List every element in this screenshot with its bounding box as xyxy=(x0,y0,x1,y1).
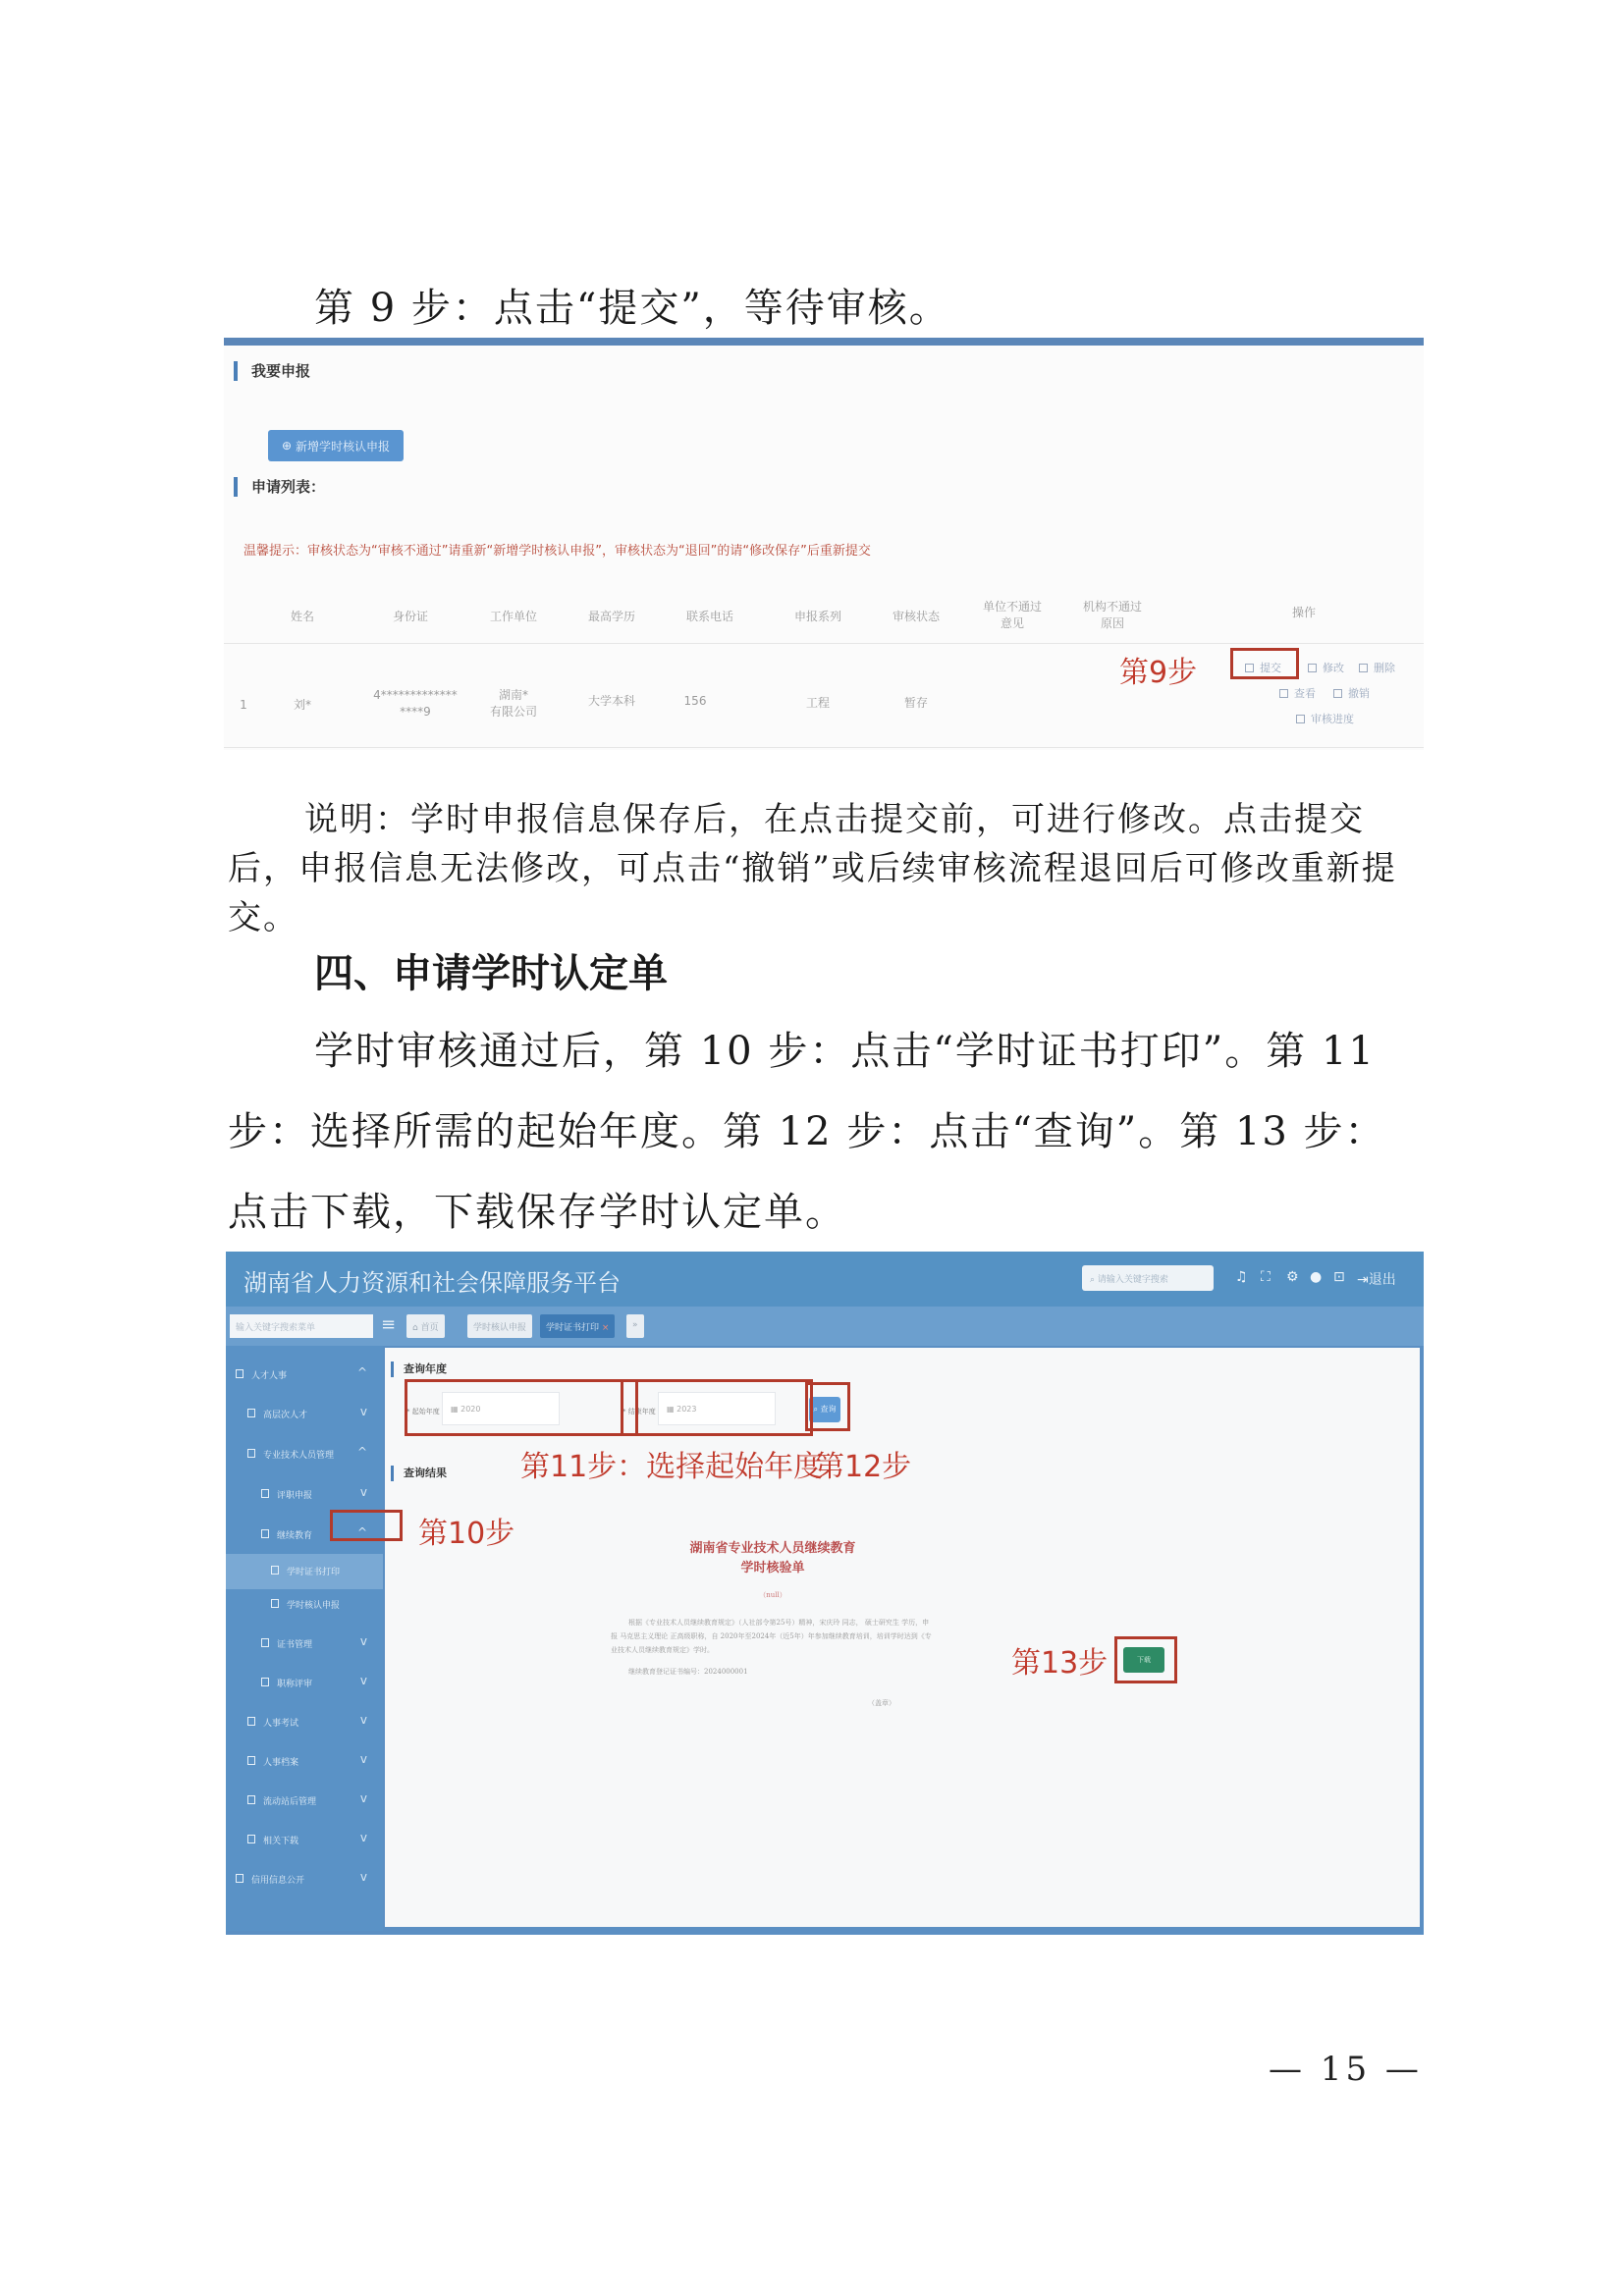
delete-link[interactable]: 删除 xyxy=(1359,660,1395,675)
top-bar xyxy=(226,1252,1424,1307)
logout-button[interactable]: ⇥退出 xyxy=(1357,1272,1396,1288)
progress-icon xyxy=(1296,715,1305,723)
col-series: 申报系列 xyxy=(793,610,841,623)
sidebar-item[interactable]: 职称评审 v xyxy=(226,1666,383,1701)
page-number: — 15 — xyxy=(1269,2050,1423,2089)
lock-icon[interactable]: ⊡ xyxy=(1333,1269,1345,1285)
step11-label: 第11步：选择起始年度 xyxy=(520,1450,824,1484)
highlight-end-year xyxy=(621,1379,813,1436)
settings-icon[interactable]: ⚙ xyxy=(1286,1269,1299,1285)
end-year-label: * 结束年度 xyxy=(622,1408,656,1415)
review-progress-link[interactable]: 审核进度 xyxy=(1296,711,1354,726)
sidebar-item[interactable]: 高层次人才 v xyxy=(226,1397,383,1432)
sidebar-item[interactable]: 专业技术人员管理 ^ xyxy=(226,1437,383,1472)
cell-phone: 156 xyxy=(683,694,707,708)
highlight-certificate-print xyxy=(330,1510,403,1541)
tab-more-button[interactable]: » xyxy=(626,1314,644,1338)
nav-bar xyxy=(226,1307,1424,1346)
app-title: 湖南省人力资源和社会保障服务平台 xyxy=(243,1269,621,1297)
submit-link[interactable]: 提交 xyxy=(1245,660,1281,675)
tab-home[interactable]: ⌂ 首页 xyxy=(406,1314,445,1338)
tab-certificate-print[interactable]: 学时证书打印 × xyxy=(540,1314,615,1338)
bell-icon[interactable]: ♫ xyxy=(1235,1269,1248,1285)
section4-heading: 四、申请学时认定单 xyxy=(314,951,668,996)
col-unit-reject: 单位不通过意见 xyxy=(982,600,1042,630)
tab-hours-report[interactable]: 学时核认申报 xyxy=(467,1314,532,1338)
start-year-input[interactable]: ▦ 2020 xyxy=(442,1392,560,1425)
view-icon xyxy=(1279,689,1288,698)
col-phone: 联系电话 xyxy=(685,610,733,623)
step9-heading: 第 9 步：点击“提交”，等待审核。 xyxy=(314,286,950,331)
cell-series: 工程 xyxy=(805,696,830,710)
section4-intro: 学时审核通过后，第 10 步：点击“学时证书打印”。第 11 步：选择所需的起始年度。第 12 步：点击“查询”。第 13 步：点击下载，下载保存学时认定单。 xyxy=(228,1029,1386,1235)
cell-id: 4************* ****9 xyxy=(373,688,458,719)
delete-icon xyxy=(1359,664,1368,672)
sidebar-item[interactable]: 人才人事 ^ xyxy=(226,1358,383,1393)
section-my-report: 我要申报 xyxy=(234,361,310,381)
application-list-screenshot xyxy=(224,338,1424,750)
logout-icon: ⇥ xyxy=(1357,1272,1369,1288)
step10-label: 第10步 xyxy=(418,1517,515,1551)
step12-label: 第12步 xyxy=(815,1450,912,1484)
modify-link[interactable]: 修改 xyxy=(1308,660,1344,675)
home-icon: ⌂ xyxy=(412,1323,418,1333)
col-employer: 工作单位 xyxy=(489,610,537,623)
plus-circle-icon: ⊕ xyxy=(281,439,293,453)
col-id: 身份证 xyxy=(392,610,428,623)
col-name: 姓名 xyxy=(290,610,314,623)
download-button[interactable]: 下载 xyxy=(1123,1647,1164,1673)
cell-status: 暂存 xyxy=(903,696,928,710)
calendar-icon: ▦ xyxy=(451,1405,459,1414)
note-paragraph: 说明：学时申报信息保存后，在点击提交前，可进行修改。点击提交后，申报信息无法修改，可点击“撤销”或后续审核流程退回后可修改重新提交。 xyxy=(228,800,1397,937)
col-agency-reject: 机构不通过原因 xyxy=(1082,600,1142,630)
user-icon[interactable]: ● xyxy=(1310,1269,1323,1285)
step13-label: 第13步 xyxy=(1011,1646,1109,1681)
col-status: 审核状态 xyxy=(892,610,940,623)
end-year-input[interactable]: ▦ 2023 xyxy=(658,1392,776,1425)
view-link[interactable]: 查看 xyxy=(1279,685,1316,701)
highlight-start-year xyxy=(405,1379,638,1436)
query-year-title: 查询年度 xyxy=(391,1362,447,1377)
sidebar-item[interactable]: 证书管理 v xyxy=(226,1627,383,1662)
highlight-submit xyxy=(1230,648,1299,679)
sidebar-item[interactable]: 信用信息公开 v xyxy=(226,1862,383,1897)
sidebar-item[interactable]: 相关下载 v xyxy=(226,1823,383,1858)
col-education: 最高学历 xyxy=(587,610,635,623)
sidebar-item[interactable]: 人事档案 v xyxy=(226,1744,383,1780)
highlight-query xyxy=(805,1382,850,1431)
certificate-print-screenshot xyxy=(226,1252,1424,1935)
warm-tip: 温馨提示：审核状态为“审核不通过”请重新“新增学时核认申报”，审核状态为“退回”的请“修改保存”后重新提交 xyxy=(243,544,871,559)
sidebar-item[interactable]: 人事考试 v xyxy=(226,1705,383,1740)
cell-name: 刘* xyxy=(293,698,311,712)
revoke-link[interactable]: 撤销 xyxy=(1333,685,1370,701)
calendar-icon: ▦ xyxy=(667,1405,675,1414)
sidebar-item-hours-report[interactable]: 学时核认申报 xyxy=(226,1587,383,1623)
col-operation: 操作 xyxy=(1291,606,1316,619)
menu-search-input[interactable]: 输入关键字搜索菜单 xyxy=(230,1314,373,1338)
highlight-download xyxy=(1114,1636,1177,1683)
table-row: 1 刘* 4************* ****9 湖南* 有限公司 大学本科 156 工程 暂存 xyxy=(224,660,1424,748)
table-header xyxy=(224,589,1424,644)
cell-employer: 湖南* 有限公司 xyxy=(489,688,537,719)
search-icon: ⌕ xyxy=(813,1405,818,1414)
query-result-title: 查询结果 xyxy=(391,1466,447,1481)
query-button[interactable]: ⌕ 查询 xyxy=(809,1397,840,1422)
sidebar-item-certificate-print[interactable]: 学时证书打印 xyxy=(226,1554,383,1589)
section-application-list: 申请列表： xyxy=(234,477,325,497)
step9-label: 第9步 xyxy=(1119,656,1198,690)
menu-toggle-icon[interactable]: ≡ xyxy=(381,1314,397,1335)
save-icon xyxy=(1308,664,1317,672)
sidebar-item[interactable]: 流动站后管理 v xyxy=(226,1784,383,1819)
sidebar xyxy=(226,1346,383,1931)
sidebar-item[interactable]: 继续教育 ^ xyxy=(226,1518,383,1553)
sidebar-item[interactable]: 评职申报 v xyxy=(226,1477,383,1513)
top-search-input[interactable]: ⌕ 请输入关键字搜索 xyxy=(1082,1265,1214,1291)
close-icon: × xyxy=(601,1323,610,1333)
revoke-icon xyxy=(1333,689,1342,698)
new-hours-report-button[interactable]: ⊕ 新增学时核认申报 xyxy=(268,430,404,461)
certificate-preview: 湖南省专业技术人员继续教育 学时核验单 （null） 根据《专业技术人员继续教育规定》（人社部令第25号）精神，宋庆玲 同志， 硕士研究生 学历，申报 马克思主义理论 正高级职称，自 2020年至2024年（近5年）年参加继续教育培训，培训学时达到《专业技术人员继续教育规定》学时。 继续教育登记证书编号：2024000001 （盖章） xyxy=(611,1541,932,1707)
fullscreen-icon[interactable]: ⛶ xyxy=(1261,1269,1271,1285)
cell-education: 大学本科 xyxy=(587,694,635,708)
start-year-label: * 起始年度 xyxy=(406,1408,440,1415)
